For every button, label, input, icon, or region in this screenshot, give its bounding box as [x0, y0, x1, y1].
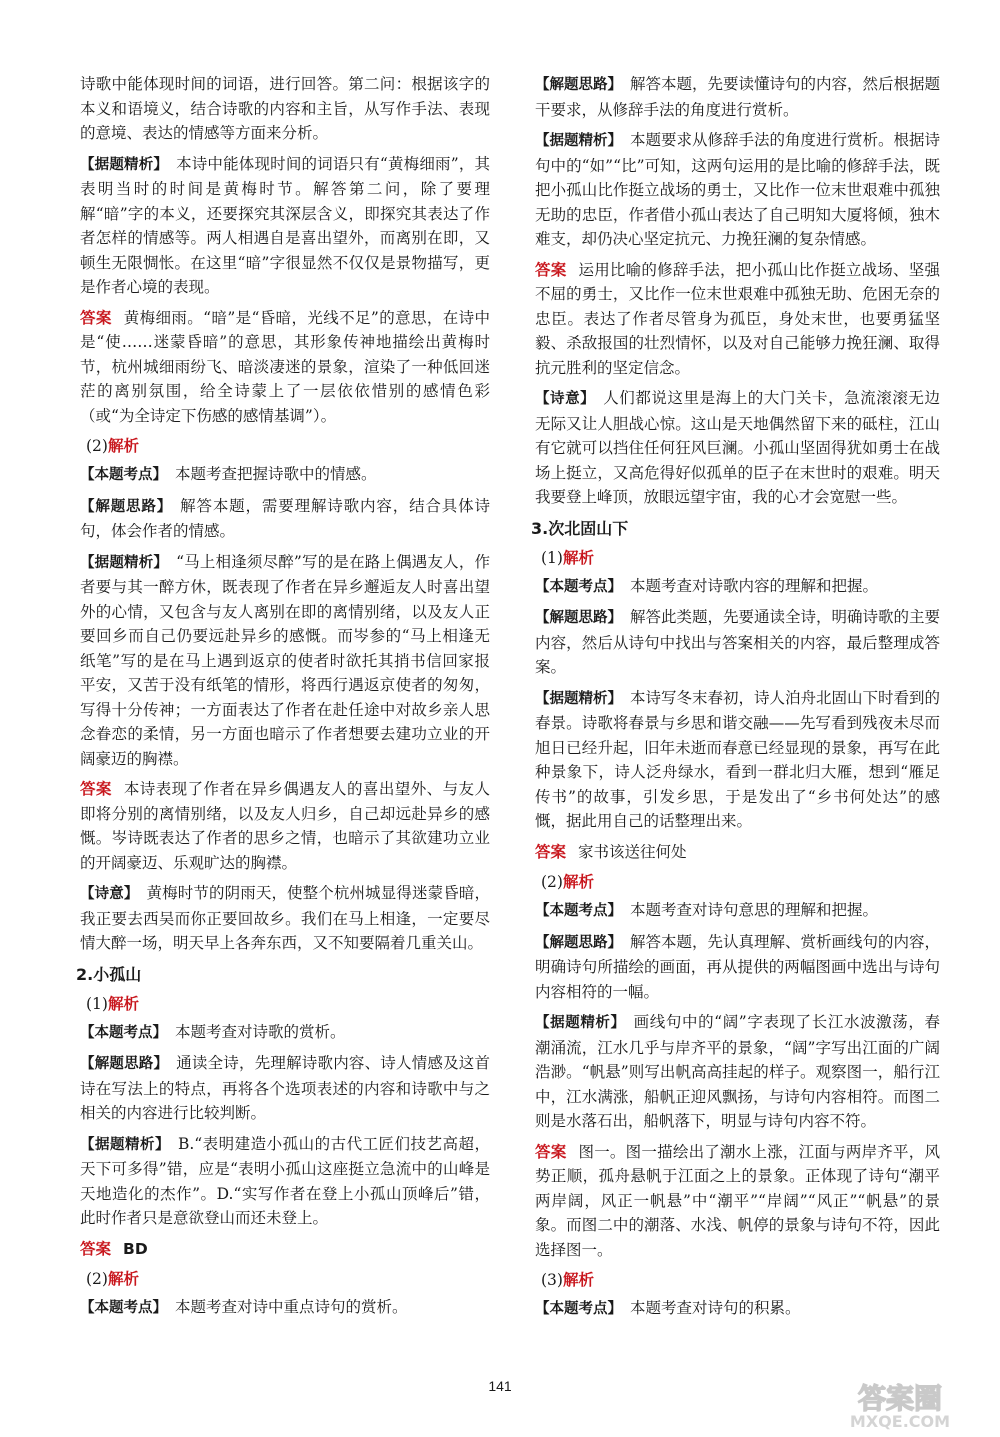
question-number: 3. — [531, 518, 549, 538]
section-tag: 【解题思路】 — [535, 610, 622, 626]
analysis-label: 解析 — [107, 1270, 139, 1288]
paragraph — [535, 72, 940, 122]
paragraph — [535, 386, 940, 510]
subquestion-heading — [541, 1268, 940, 1292]
answer-paragraph — [535, 258, 940, 381]
subquestion-number: (3) — [541, 1271, 563, 1289]
section-tag: 【解题思路】 — [535, 77, 622, 93]
body-text: 本题考查对诗歌内容的理解和把握。 — [630, 576, 879, 595]
answer-paragraph — [535, 1140, 940, 1263]
question-title — [531, 516, 940, 542]
answer-label: 答案 — [535, 260, 567, 279]
subquestion-number: (1) — [541, 548, 563, 567]
body-text: 本题考查对诗句的积累。 — [630, 1299, 801, 1317]
answer-label: 答案 — [535, 842, 567, 861]
subquestion-heading — [86, 1267, 490, 1291]
subquestion-number: (2) — [541, 873, 563, 891]
poem-title: 小孤山 — [93, 964, 142, 984]
paragraph — [535, 930, 940, 1005]
answer-label: 答案 — [80, 780, 112, 798]
paragraph — [535, 574, 940, 600]
paragraph — [535, 1296, 940, 1322]
section-tag: 【据题精析】 — [80, 1136, 170, 1153]
answer-text: BD — [123, 1239, 148, 1258]
analysis-label: 解析 — [562, 548, 594, 567]
body-text: B.“表明建造小孤山的古代工匠们技艺高超，天下可多得”错，应是“表明小孤山这座挺立急流中的山峰是天地造化的杰作”。D.“实写作者在登上小孤山顶峰后”错，此时作者只是意欲登山而还未登上。 — [80, 1134, 490, 1227]
section-tag: 【本题考点】 — [535, 1301, 622, 1317]
section-tag: 【本题考点】 — [80, 1300, 167, 1316]
paragraph — [535, 686, 940, 834]
subquestion-heading — [541, 546, 940, 570]
paragraph — [80, 1051, 490, 1126]
paragraph — [535, 898, 940, 924]
paragraph — [80, 550, 490, 772]
page-number: 141 — [488, 1378, 512, 1394]
body-text: 解答此类题，先要通读全诗，明确诗歌的主要内容，然后从诗句中找出与答案相关的内容，最后整理成答案。 — [535, 608, 941, 676]
question-number: 2. — [76, 964, 94, 984]
body-text: 本题要求从修辞手法的角度进行赏析。根据诗句中的“如”“比”可知，这两句运用的是比喻的修辞手法，既把小孤山比作挺立战场的勇士，又比作一位末世艰难中孤独无助的忠臣，作者借小孤山表达了自己明知大厦将倾，独木难支，却仍决心坚定抗元、力挽狂澜的复杂情感。 — [535, 131, 941, 248]
answer-text: 家书该送往何处 — [578, 842, 687, 861]
answer-label: 答案 — [535, 1142, 567, 1161]
subquestion-heading — [541, 870, 940, 894]
paragraph — [80, 152, 490, 300]
answer-text: 运用比喻的修辞手法，把小孤山比作挺立战场、坚强不屈的勇士，又比作一位末世艰难中孤独无助、危困无奈的忠臣。表达了作者尽管身为孤臣，身处末世，也要勇猛坚毅、杀敌报国的壮烈情怀，以及对自己能够力挽狂澜、取得抗元胜利的坚定信念。 — [535, 260, 940, 377]
question-title — [76, 962, 490, 988]
watermark-main: 答案圈 — [857, 1382, 943, 1415]
answer-label: 答案 — [80, 1239, 112, 1258]
section-tag: 【本题考点】 — [535, 578, 622, 595]
section-tag: 【诗意】 — [80, 886, 139, 902]
answer-text: 黄梅细雨。“暗”是“昏暗，光线不足”的意思，在诗中是“使……迷蒙昏暗”的意思，其形象传神地描绘出黄梅时节，杭州城细雨纷飞、暗淡凄迷的景象，渲染了一种低回迷茫的离别氛围，给全诗蒙上了一层依依惜别的感情色彩（或“为全诗定下伤感的感情基调”）。 — [80, 308, 490, 425]
answer-paragraph — [80, 1237, 490, 1262]
answer-text: 图一。图一描绘出了潮水上涨，江面与两岸齐平，风势正顺，孤舟悬帆于江面之上的景象。正体现了诗句“潮平两岸阔，风正一帆悬”中“潮平”“岸阔”“风正”“帆悬”的景象。而图二中的潮落、水浅、帆停的景象与诗句不符，因此选择图一。 — [535, 1142, 940, 1259]
poem-title: 次北固山下 — [548, 518, 629, 538]
section-tag: 【据题精析】 — [80, 156, 169, 173]
section-tag: 【本题考点】 — [535, 903, 622, 919]
body-text: 解答本题，先要读懂诗句的内容，然后根据题干要求，从修辞手法的角度进行赏析。 — [535, 75, 941, 119]
paragraph — [80, 1132, 490, 1231]
right-column — [531, 72, 941, 1328]
answer-paragraph — [535, 840, 940, 865]
answer-paragraph — [80, 306, 490, 429]
paragraph — [80, 494, 490, 544]
answer-text: 本诗表现了作者在异乡偶遇友人的喜出望外、与友人即将分别的离情别绪，以及友人归乡，自己却远赴异乡的感慨。岑诗既表达了作者的思乡之情，也暗示了其欲建功立业的开阔豪迈、乐观旷达的胸襟。 — [80, 780, 490, 872]
body-text: 本诗中能体现时间的词语只有“黄梅细雨”，其表明当时的时间是黄梅时节。解答第二问，除了要理解“暗”字的本义，还要探究其深层含义，即探究其表达了作者怎样的情感等。两人相遇自是喜出望外，而离别在即，又顿生无限惆怅。在这里“暗”字很显然不仅仅是景物描写，更是作者心境的表现。 — [80, 154, 490, 296]
section-tag: 【解题思路】 — [80, 498, 173, 515]
section-tag: 【解题思路】 — [535, 934, 622, 951]
subquestion-heading — [86, 992, 490, 1016]
paragraph — [535, 1010, 940, 1134]
subquestion-number: (2) — [86, 1270, 108, 1288]
analysis-label: 解析 — [107, 994, 139, 1013]
subquestion-number: (1) — [86, 994, 108, 1013]
section-tag: 【本题考点】 — [80, 467, 167, 483]
analysis-label: 解析 — [107, 437, 139, 455]
paragraph — [80, 72, 490, 146]
body-text: 诗歌中能体现时间的词语，进行回答。第二问：根据该字的本义和语境义，结合诗歌的内容和主旨，从写作手法、表现的意境、表达的情感等方面来分析。 — [80, 75, 490, 142]
subquestion-heading — [86, 434, 490, 458]
section-tag: 【本题考点】 — [80, 1024, 167, 1041]
body-text: 本诗写冬末春初，诗人泊舟北固山下时看到的春景。诗歌将春景与乡思和谐交融——先写看到残夜未尽而旭日已经升起，旧年未逝而春意已经显现的景象，再写在此种景象下，诗人泛舟绿水，看到一群北归大雁，想到“雁足传书”的故事，引发乡思，于是发出了“乡书何处达”的感慨，据此用自己的话整理出来。 — [535, 688, 941, 830]
answer-paragraph — [80, 777, 490, 875]
body-text: 人们都说这里是海上的大门关卡，急流滚滚无边无际又让人胆战心惊。这山是天地偶然留下来的砥柱，江山有它就可以挡住任何狂风巨澜。小孤山坚固得犹如勇士在战场上挺立，又高危得好似孤单的臣子在末世时的艰难。明天我要登上峰顶，放眼远望宇宙，我的心才会宽慰一些。 — [535, 389, 940, 506]
paragraph — [80, 881, 490, 956]
body-text: 本题考查对诗歌的赏析。 — [175, 1022, 346, 1041]
section-tag: 【诗意】 — [535, 391, 596, 407]
section-tag: 【据题精析】 — [535, 133, 622, 149]
body-text: 解答本题，需要理解诗歌内容，结合具体诗句，体会作者的情感。 — [80, 496, 490, 540]
body-text: “马上相逢须尽醉”写的是在路上偶遇友人，作者要与其一醉方休，既表现了作者在异乡邂逅友人时喜出望外的心情，又包含与友人离别在即的离情别绪，以及友人正要回乡而自己仍要远赴异乡的感慨。而岑参的“马上相逢无纸笔”写的是在马上遇到返京的使者时欲托其捎书信回家报平安，又苦于没有纸笔的情形，将西行遇返京使者的匆匆，写得十分传神；一方面表达了作者在赴任途中对故乡亲人思念眷恋的柔情，另一方面也暗示了作者想要去建功立业的开阔豪迈的胸襟。 — [80, 552, 490, 768]
answer-label: 答案 — [80, 308, 112, 327]
section-tag: 【据题精析】 — [80, 554, 169, 571]
section-tag: 【解题思路】 — [80, 1056, 169, 1072]
body-text: 本题考查对诗中重点诗句的赏析。 — [175, 1298, 408, 1316]
section-tag: 【据题精析】 — [535, 690, 622, 707]
section-tag: 【据题精析】 — [535, 1015, 626, 1031]
analysis-label: 解析 — [562, 1271, 594, 1289]
watermark-logo — [815, 1378, 985, 1430]
left-column — [76, 72, 490, 1327]
body-text: 解答本题，先认真理解、赏析画线句的内容，明确诗句所描绘的画面，再从提供的两幅图画中选出与诗句内容相符的一幅。 — [535, 932, 941, 1001]
body-text: 黄梅时节的阴雨天，使整个杭州城显得迷蒙昏暗，我正要去西吴而你正要回故乡。我们在马上相逢，一定要尽情大醉一场，明天早上各奔东西，又不知要隔着几重关山。 — [80, 884, 490, 952]
body-text: 通读全诗，先理解诗歌内容、诗人情感及这首诗在写法上的特点，再将各个选项表述的内容和诗歌中与之相关的内容进行比较判断。 — [80, 1054, 490, 1122]
paragraph — [535, 128, 940, 252]
body-text: 画线句中的“阔”字表现了长江水波激荡，春潮涌流，江水几乎与岸齐平的景象，“阔”字写出江面的广阔浩渺。“帆悬”则写出帆高高挂起的样子。观察图一，船行江中，江水满涨，船帆正迎风飘扬，与诗句内容相符。而图二则是水落石出，船帆落下，明显与诗句内容不符。 — [535, 1013, 940, 1130]
paragraph — [80, 462, 490, 488]
analysis-label: 解析 — [562, 873, 594, 891]
paragraph — [535, 605, 940, 680]
body-text: 本题考查对诗句意思的理解和把握。 — [630, 901, 879, 919]
paragraph — [80, 1295, 490, 1321]
watermark-url: MXQE.COM — [849, 1412, 951, 1430]
paragraph — [80, 1020, 490, 1046]
subquestion-number: (2) — [86, 437, 108, 455]
body-text: 本题考查把握诗歌中的情感。 — [175, 465, 377, 483]
